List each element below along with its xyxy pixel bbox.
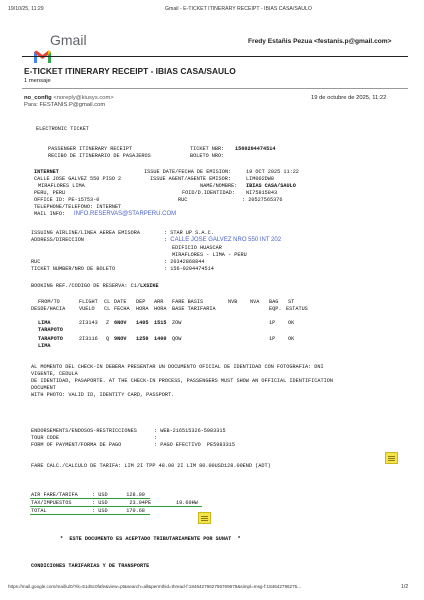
agency-mail-link[interactable]: INFO.RESERVAS@STARPERU.COM <box>74 211 177 217</box>
row1-dep: 1405 <box>136 320 149 326</box>
row2-flight: 2I3116 <box>79 336 98 342</box>
gmail-logo-icon <box>24 31 43 46</box>
total-value: : USD 170.68 <box>92 508 145 514</box>
footer-page: 1/2 <box>401 584 409 590</box>
sticky-note-icon[interactable] <box>385 452 398 464</box>
notice-line-3: DE IDENTIDAD, PASAPORTE. AT THE CHECK-IN PROCESS, PASSENGERS MUST SHOW AN OFFICIAL IDENTIFICATION <box>31 378 333 384</box>
airline-name: : STAR UP S.A.C. <box>164 230 214 236</box>
recipient-line: Para: FESTANIS.P@gmail.com <box>24 102 106 108</box>
payment-value: : PAGO EFECTIVO PE5983315 <box>154 442 235 448</box>
email-date: 19 de octubre de 2025, 11:22 <box>311 95 387 101</box>
airline-address-label: ADDRESS/DIRECCION <box>31 237 84 243</box>
row1-arr: 1515 <box>154 320 167 326</box>
sender-name: no_config <box>24 95 52 101</box>
issue-date-label: ISSUE DATE/FECHA DE EMISION: <box>144 169 232 175</box>
row2-dep: 1250 <box>136 336 149 342</box>
tour-code-label: TOUR CODE <box>31 435 60 441</box>
agency-address: CALLE JOSE GALVEZ 550 PISO 2 <box>34 176 122 182</box>
col-from: FROM/TO <box>38 299 60 305</box>
airline-address-line: : CALLE JOSE GALVEZ NRO 550 INT 202 <box>164 237 282 243</box>
tax-label: TAX/IMPUESTOS <box>31 500 72 506</box>
col-bag-es: EQP. <box>269 306 282 312</box>
foid-value: NI75815843 <box>246 190 278 196</box>
col-fare: FARE BASIS <box>172 299 204 305</box>
ticket-number: : 156-0204474514 <box>164 266 214 272</box>
airline-address-link[interactable]: CALLE JOSE GALVEZ NRO 550 INT 202 <box>170 237 282 243</box>
sender-email: <noreply@kiusys.com> <box>53 95 114 101</box>
air-fare-label: AIR FARE/TARIFA <box>31 492 78 498</box>
total-label: TOTAL <box>31 508 47 514</box>
col-fare-es: BASE TARIFARIA <box>172 306 216 312</box>
subject-divider <box>22 88 408 89</box>
ticket-title: ELECTRONIC TICKET <box>36 126 89 132</box>
row2-bag: 1P <box>269 336 276 342</box>
row1-date: 6NOV <box>114 320 127 326</box>
endorsements-label: ENDORSEMENTS/ENDOSOS-RESTRICCIONES <box>31 428 137 434</box>
receipt-label-en: PASSENGER ITINERARY RECEIPT <box>48 146 133 152</box>
col-dep-es: HORA <box>136 306 149 312</box>
print-datetime: 19/10/25, 11:29 <box>8 6 44 12</box>
issue-agent: LIM002DW8 <box>246 176 275 182</box>
air-fare-underline <box>30 498 150 499</box>
agency-mail-label: MAIL INFO: <box>34 211 66 217</box>
row1-fare: ZOW <box>172 320 182 326</box>
col-nva: NVA <box>250 299 260 305</box>
col-nvb: NVB <box>228 299 238 305</box>
col-cl-es: CL <box>104 306 111 312</box>
col-cl: CL <box>104 299 111 305</box>
booking-ref <box>31 283 159 289</box>
ruc-label: RUC <box>178 197 188 203</box>
row2-arr: 1400 <box>154 336 167 342</box>
air-fare-value: : USD 128.00 <box>92 492 145 498</box>
ticket-nbr: 1560204474514 <box>235 146 276 152</box>
footer-url: https://mail.google.com/mail/u/0/?ik=51d5c0fafe&view=pt&search=all&permthid=thread-f:1846427962756769679&simpl=msg-f:184642796275... <box>8 584 302 589</box>
col-bag: BAG <box>269 299 279 305</box>
tax-extra: 19.60HW <box>176 500 198 506</box>
airline-ruc: : 20342868844 <box>164 259 205 265</box>
agency-name: INTERNET <box>34 169 59 175</box>
conditions-title: CONDICIONES TARIFARIAS Y DE TRANSPORTE <box>31 563 150 569</box>
booking-label: BOOKING REF./CODIGO DE RESERVA: C1/ <box>31 283 140 289</box>
airline-address-3: MIRAFLORES - LIMA - PERU <box>172 252 247 258</box>
row1-flight: 2I3143 <box>79 320 98 326</box>
row2-from: TARAPOTO <box>38 336 63 342</box>
receipt-label-es: RECIBO DE ITINERARIO DE PASAJEROS <box>48 153 151 159</box>
passenger-name-label: NAME/NOMBRE: <box>200 183 238 189</box>
row1-cl: Z <box>106 320 110 326</box>
endorsements-value: : WEB-216515326-5983315 <box>154 428 226 434</box>
row1-from: LIMA <box>38 320 51 326</box>
message-count: 1 mensaje <box>24 78 51 84</box>
col-arr: ARR <box>154 299 164 305</box>
agency-country: PERU, PERU <box>34 190 66 196</box>
total-underline <box>30 514 150 515</box>
col-from-es: DESDE/HACIA <box>31 306 66 312</box>
col-flight: FLIGHT <box>79 299 98 305</box>
row2-cl: Q <box>106 336 110 342</box>
foid-label: FOID/D.IDENTIDAD: <box>182 190 235 196</box>
col-st-es: ESTATUS <box>286 306 308 312</box>
email-subject: E-TICKET ITINERARY RECEIPT - IBIAS CASA/SAULO <box>24 66 236 76</box>
fare-calc: FARE CALC./CALCULO DE TARIFA: LIM 2I TPP 48.00 2I LIM 80.00USD128.00END (ADT) <box>31 463 271 469</box>
col-dep: DEP <box>136 299 146 305</box>
notice-line-4: DOCUMENT <box>31 385 56 391</box>
sender-line <box>24 95 114 101</box>
agency-district: MIRAFLORES LIMA <box>38 183 85 189</box>
gmail-logo-text: Gmail <box>50 32 87 48</box>
tax-value: : USD 23.04PE <box>92 500 152 506</box>
ticket-nbr-label: TICKET NBR: <box>190 146 225 152</box>
header-divider <box>22 56 408 57</box>
row2-date: 9NOV <box>114 336 127 342</box>
notice-line-2: VIGENTE, CEDULA <box>31 371 78 377</box>
payment-label: FORM OF PAYMENT/FORMA DE PAGO <box>31 442 122 448</box>
passenger-name: IBIAS CASA/SAULO <box>246 183 296 189</box>
tour-code-value: : <box>154 435 158 441</box>
notice-line-1: AL MOMENTO DEL CHECK-IN DEBERA PRESENTAR UN DOCUMENTO OFICIAL DE IDENTIDAD CON FOTOGRAFIA: DNI <box>31 364 324 370</box>
col-flight-es: VUELO <box>79 306 95 312</box>
col-st: ST <box>288 299 295 305</box>
col-date-es: FECHA <box>114 306 130 312</box>
ticket-number-label: TICKET NUMBER/NRO DE BOLETO <box>31 266 116 272</box>
col-arr-es: HORA <box>154 306 167 312</box>
airline-label: ISSUING AIRLINE/LINEA AEREA EMISORA <box>31 230 140 236</box>
agency-phone: TELEPHONE/TELEFONO: INTERNET <box>34 204 122 210</box>
row2-status: OK <box>288 336 295 342</box>
row1-status: OK <box>288 320 295 326</box>
boleto-label: BOLETO NRO: <box>190 153 225 159</box>
sticky-note-icon[interactable] <box>198 512 211 524</box>
print-tab-title: Gmail - E-TICKET ITINERARY RECEIPT - IBIAS CASA/SAULO <box>165 6 312 12</box>
row2-fare: QOW <box>172 336 182 342</box>
row1-bag: 1P <box>269 320 276 326</box>
account-email: Fredy Estañis Pezua <festanis.p@gmail.com> <box>248 38 392 45</box>
tax-underline <box>30 506 202 507</box>
notice-line-5: WITH PHOTO: VALID ID, IDENTITY CARD, PASSPORT. <box>31 392 175 398</box>
col-date: DATE <box>114 299 127 305</box>
sunat-note: * ESTE DOCUMENTO ES ACEPTADO TRIBUTARIAMENTE POR SUNAT * <box>60 536 241 542</box>
airline-ruc-label: RUC <box>31 259 41 265</box>
issue-agent-label: ISSUE AGENT/AGENTE EMISOR: <box>150 176 231 182</box>
booking-code: LXSIKE <box>139 283 159 289</box>
ruc-value: : 20527565376 <box>242 197 283 203</box>
row2-to: LIMA <box>38 343 51 349</box>
agency-office-id: OFFICE ID: PE-15753-0 <box>34 197 100 203</box>
issue-date: 19 OCT 2025 11:22 <box>246 169 299 175</box>
airline-address-2: EDIFICIO HUASCAR <box>172 245 222 251</box>
row1-to: TARAPOTO <box>38 327 63 333</box>
